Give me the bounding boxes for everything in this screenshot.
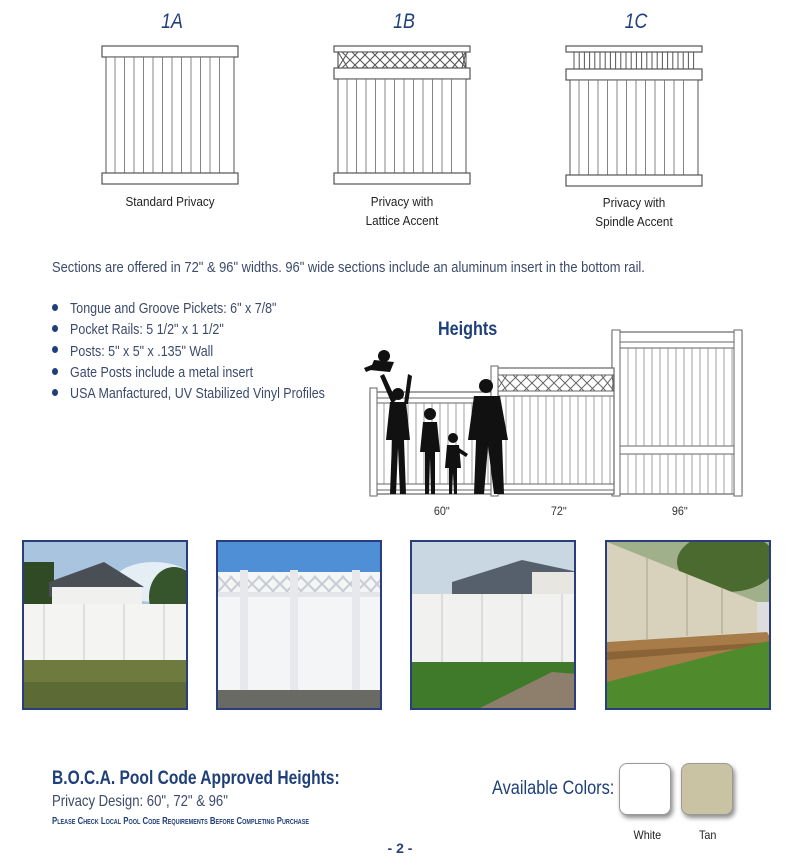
caption-standard-privacy: [107, 192, 233, 211]
spec-text: Gate Posts include a metal insert: [70, 364, 254, 381]
photo-tan-fence-on-retaining-wall: [605, 540, 771, 710]
caption-line: Lattice Accent: [365, 213, 439, 228]
available-colors-label: Available Colors:: [492, 778, 615, 799]
sections-note: Sections are offered in 72ʺ & 96ʺ widths. 96ʺ wide sections include an aluminum insert in the bottom rail.: [52, 259, 645, 276]
fence-diagram-spindle-accent: [564, 44, 704, 188]
caption-line: Privacy with: [602, 195, 666, 210]
photo-white-fence-by-house: [410, 540, 576, 710]
spec-text: Pocket Rails: 5 1/2ʺ x 1 1/2ʺ: [70, 322, 224, 339]
height-label-72: 72ʺ: [550, 504, 567, 518]
bullet-icon: [52, 368, 58, 375]
fence-diagram-lattice-accent: [332, 44, 472, 186]
fence-diagram-standard-privacy: [100, 44, 240, 186]
caption-line: Standard Privacy: [125, 194, 215, 209]
style-code-1a: 1A: [161, 10, 183, 33]
color-swatch-white: [619, 763, 671, 815]
caption-spindle-accent: [571, 193, 697, 231]
style-code-1b: 1B: [393, 10, 415, 33]
heights-illustration: [360, 328, 750, 500]
bullet-icon: [52, 346, 58, 353]
photo-white-privacy-fence-yard: [22, 540, 188, 710]
color-swatch-tan: [681, 763, 733, 815]
page-number: - 2 -: [387, 840, 413, 856]
spec-text: Posts: 5ʺ x 5ʺ x .135ʺ Wall: [70, 343, 214, 360]
color-label-white: White: [633, 828, 662, 842]
spec-item: [52, 299, 325, 320]
caption-line: Privacy with: [370, 194, 434, 209]
spec-text: USA Manfactured, UV Stabilized Vinyl Profiles: [70, 386, 325, 403]
spec-text: Tongue and Groove Pickets: 6ʺ x 7/8ʺ: [70, 301, 277, 317]
spec-list: [52, 299, 369, 405]
caption-line: Spindle Accent: [595, 214, 673, 229]
heights-title: Heights: [438, 319, 498, 340]
bullet-icon: [52, 325, 58, 332]
bullet-icon: [52, 389, 58, 396]
spec-item: [52, 342, 325, 363]
pool-code-design: Privacy Design: 60ʺ, 72ʺ & 96ʺ: [52, 793, 228, 810]
height-label-60: 60ʺ: [433, 504, 450, 518]
bullet-icon: [52, 304, 58, 311]
spec-item: [52, 320, 325, 341]
pool-code-title: B.O.C.A. Pool Code Approved Heights:: [52, 768, 340, 789]
photo-lattice-top-fence-panels: [216, 540, 382, 710]
spec-item: [52, 384, 325, 405]
color-label-tan: Tan: [698, 828, 717, 842]
spec-item: [52, 363, 325, 384]
height-label-96: 96ʺ: [671, 504, 688, 518]
style-code-1c: 1C: [624, 10, 648, 33]
caption-lattice-accent: [339, 192, 465, 230]
pool-code-note: Please Check Local Pool Code Requirements Before Completing Purchase: [52, 816, 309, 827]
